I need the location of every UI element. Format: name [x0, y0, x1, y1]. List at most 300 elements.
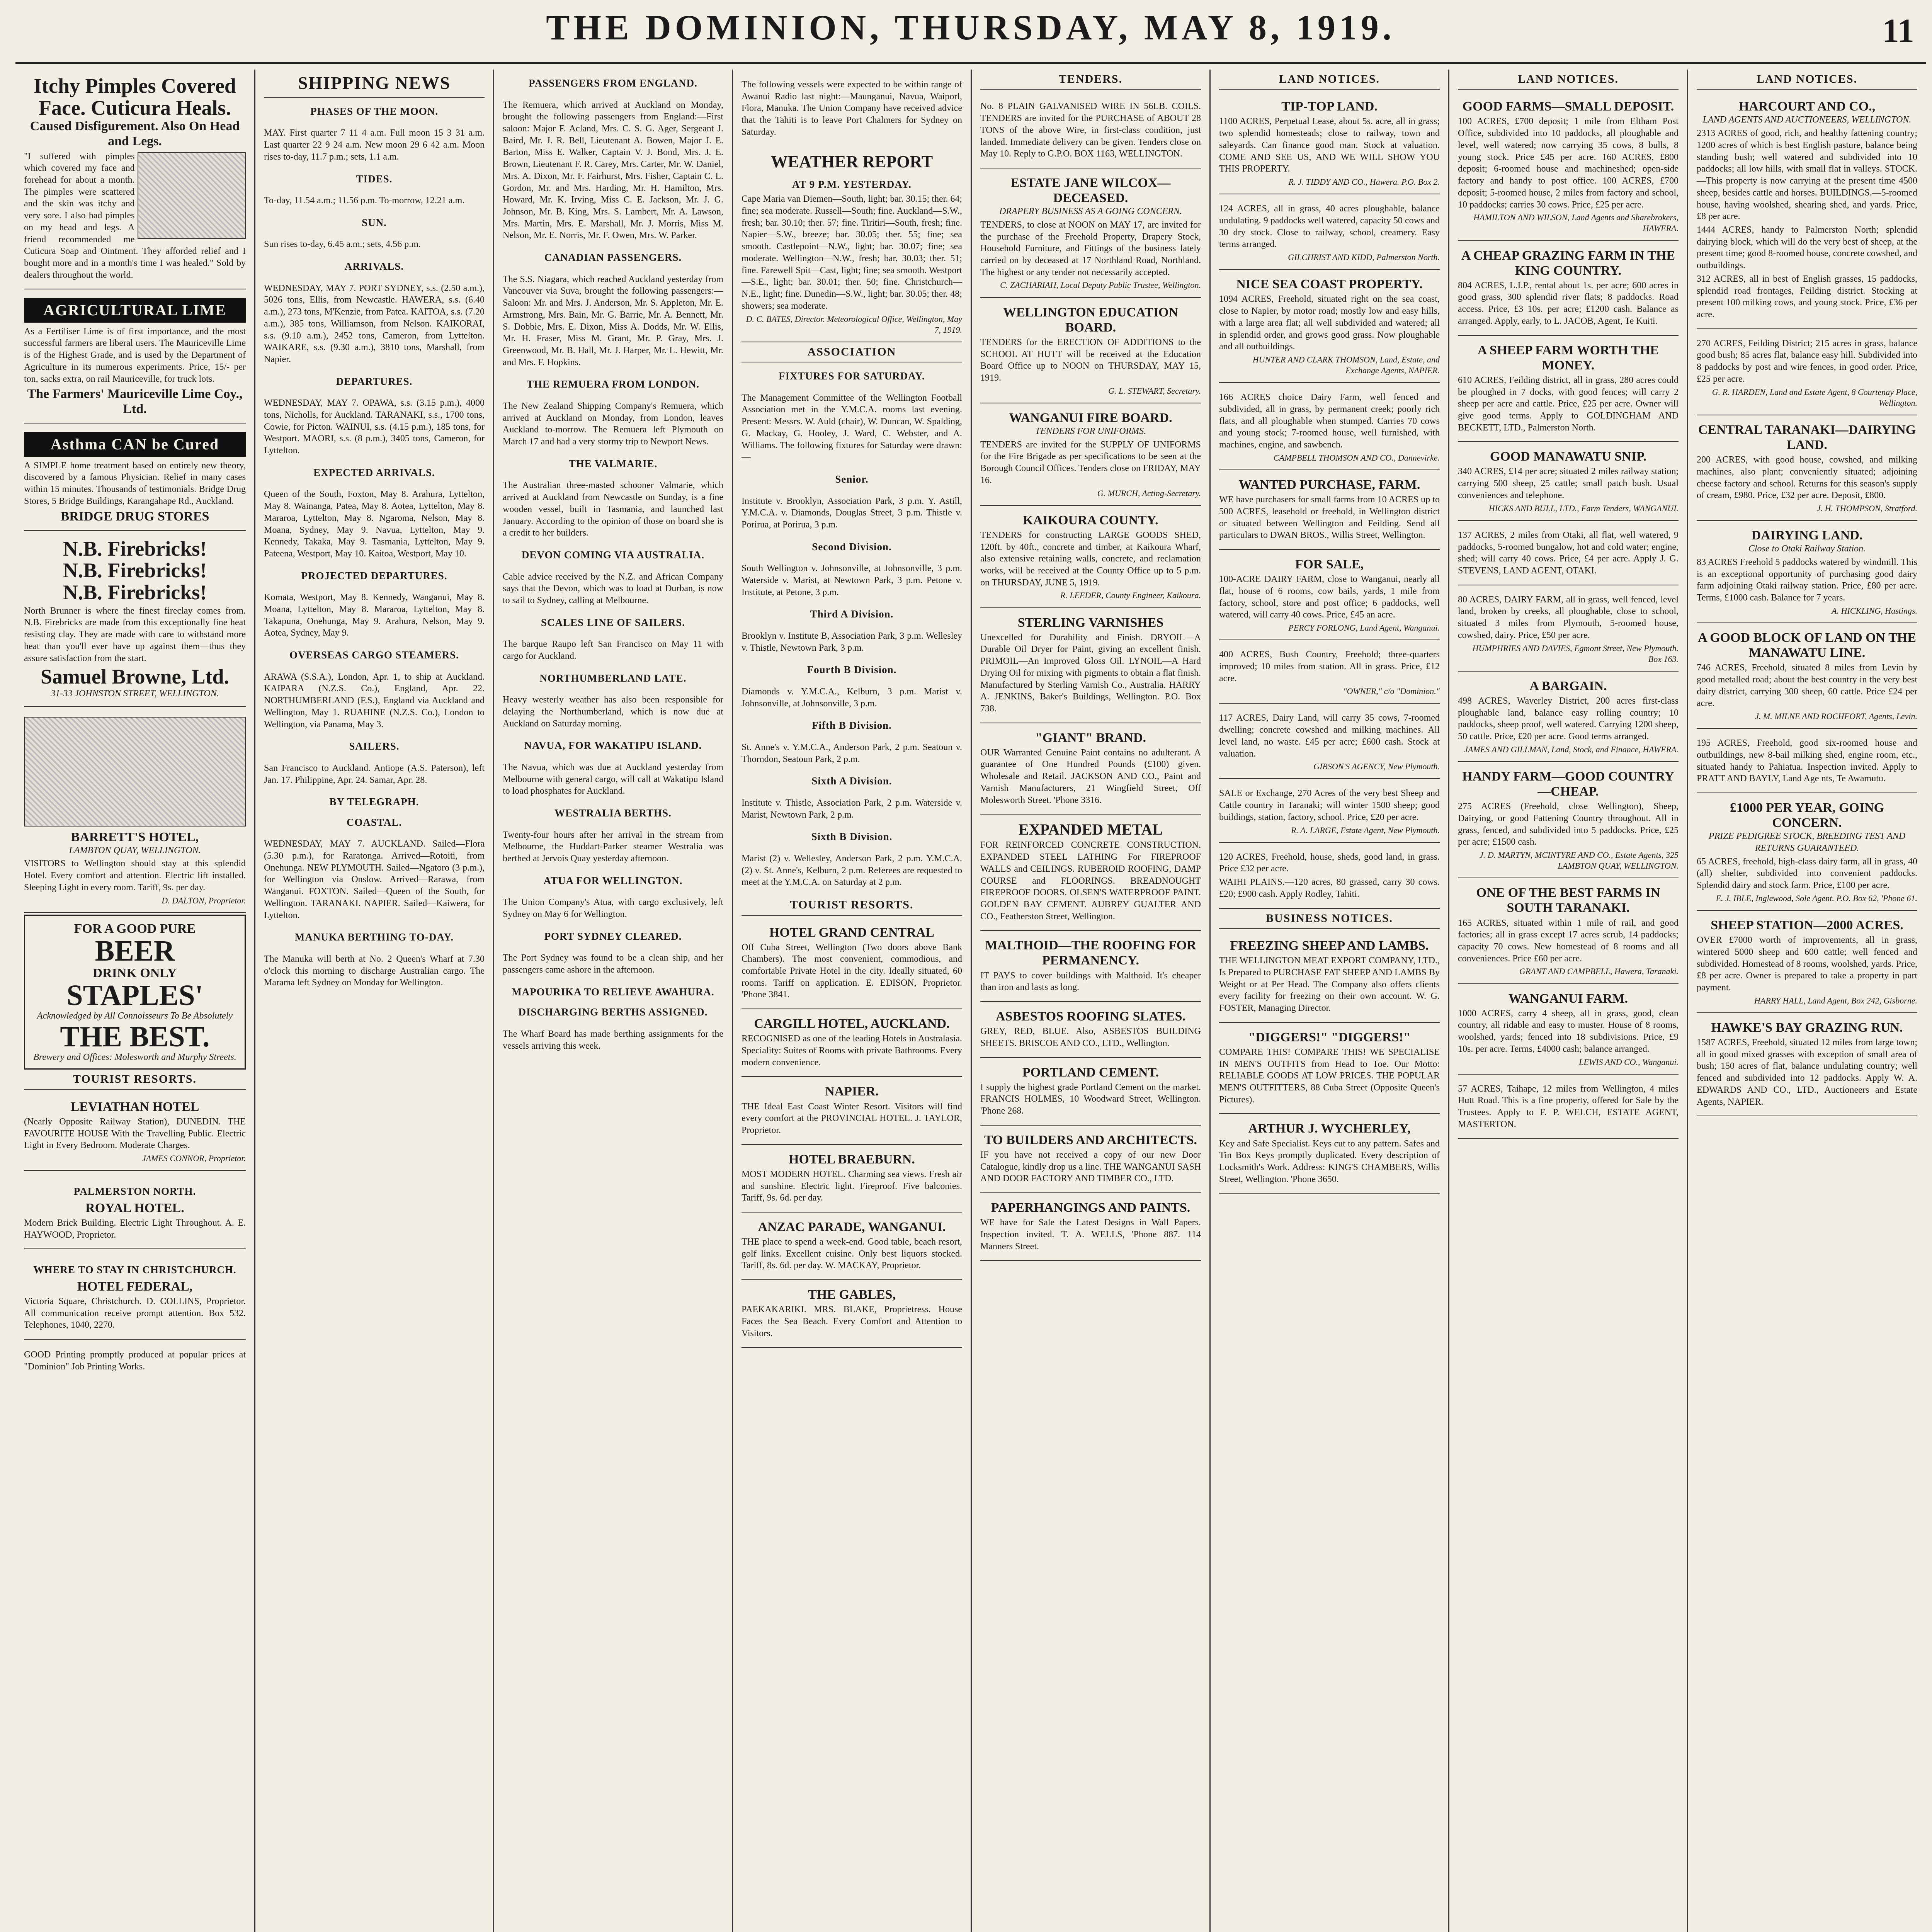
printing-notice: GOOD Printing promptly produced at popular prices at "Dominion" Job Printing Works. — [24, 1350, 246, 1372]
land-ad-166-acres — [1219, 384, 1440, 470]
sterling-varnishes-ad — [980, 610, 1201, 723]
going-concern-ad — [1697, 795, 1917, 911]
land-400-body: 400 ACRES, Bush Country, Freehold; three-quarters improved; 10 miles from station. All in grass. Price, £12 acre. — [1219, 650, 1440, 684]
fourth-division-body: Diamonds v. Y.M.C.A., Kelburn, 3 p.m. Marist v. Johnsonville, at Johnsonville, 3 p.m. — [742, 687, 962, 709]
discharging-body: The Wharf Board has made berthing assignments for the vessels arriving this week. — [503, 1029, 723, 1051]
asthma-heading: Asthma CAN be Cured — [24, 432, 246, 456]
good-farms-ad — [1458, 94, 1679, 241]
central-taranaki-heading: CENTRAL TARANAKI—DAIRYING LAND. — [1698, 422, 1916, 452]
portland-heading: PORTLAND CEMENT. — [1022, 1065, 1159, 1080]
scales-heading: SCALES LINE OF SAILERS. — [541, 616, 685, 628]
fifth-division-heading: Fifth B Division. — [812, 719, 892, 731]
barretts-hotel-name: BARRETT'S HOTEL, — [71, 830, 199, 844]
departures-body: WEDNESDAY, MAY 7. OPAWA, s.s. (3.15 p.m.), 4000 tons, Nicholls, for Auckland. TARANAKI, s.s., 1700 tons, Cowie, for Picton. WAINUI, s.s. (4.15 p.m.), 185 tons, for Westport. MAORI, s.s. (8 p.m.), 3405 tons, Cameron, for Lyttelton. — [264, 398, 485, 456]
manuka-body: The Manuka will berth at No. 2 Queen's Wharf at 7.30 o'clock this morning to discharge Australian cargo. The Marama left Sydney on Monday for Wellington. — [264, 954, 485, 988]
good-farms-body: 100 ACRES, £700 deposit; 1 mile from Eltham Post Office, subdivided into 10 paddocks, all ploughable and level, well watered; now carrying 35 cows, 8 bulls, 8 young stock. Price £45 per acre. 160 ACRES, £800 deposit; 6-roomed house and machineshed; open-side factory and handy to post office. 100 ACRES, £700 deposit; 5-roomed house, 2 miles from factory and school, 10 paddocks; carries 30 cows. Price, £25 per acre. — [1458, 116, 1679, 210]
paperhangings-body: WE have for Sale the Latest Designs in Wall Papers. Inspection invited. T. A. WELLS, 'Phone 887. 114 Manners Street. — [980, 1218, 1201, 1252]
fixtures-heading: FIXTURES FOR SATURDAY. — [779, 370, 925, 382]
freezing-ad — [1219, 933, 1440, 1023]
tender-kaikoura — [980, 507, 1201, 608]
freezing-heading: FREEZING SHEEP AND LAMBS. — [1230, 939, 1429, 953]
canadian-passengers-heading: CANADIAN PASSENGERS. — [544, 252, 682, 264]
dairy-80-ad — [1458, 587, 1679, 672]
south-taranaki-ad — [1458, 880, 1679, 984]
tourist-resorts-heading: TOURIST RESORTS. — [24, 1072, 246, 1090]
masthead — [15, 4, 1926, 64]
land-ad-wanted — [1219, 472, 1440, 550]
column-3 — [493, 70, 732, 1932]
sea-coast-body: 1094 ACRES, Freehold, situated right on the sea coast, close to Napier, by motor road; mostly low and easy hills, with a large area flat; all well subdivided and watered; all in splendid order, and grows good grass. Now ploughable and all outbuildings. — [1219, 294, 1440, 352]
sheep-farm-heading: A SHEEP FARM WORTH THE MONEY. — [1477, 343, 1659, 372]
portland-cement-ad — [980, 1060, 1201, 1126]
land-ad-tip-top — [1219, 94, 1440, 194]
exchange-signature: R. A. LARGE, Estate Agent, New Plymouth. — [1291, 825, 1440, 835]
malthoid-body: IT PAYS to cover buildings with Malthoid. It's cheaper than iron and lasts as long. — [980, 970, 1201, 993]
firebricks-heading-3: N.B. Firebricks! — [63, 580, 207, 604]
manawatu-snip-heading: GOOD MANAWATU SNIP. — [1490, 449, 1647, 464]
cargill-hotel-ad — [742, 1011, 962, 1077]
mapourika-heading: MAPOURIKA TO RELIEVE AWAHURA. — [512, 986, 714, 998]
wanted-heading: WANTED PURCHASE, FARM. — [1238, 478, 1420, 492]
fifth-division-body: St. Anne's v. Y.M.C.A., Anderson Park, 2 p.m. Seatoun v. Thorndon, Seatoun Park, 2 p.m. — [742, 742, 962, 764]
tides-heading: TIDES. — [356, 173, 393, 185]
column-2 — [254, 70, 493, 1932]
harcourt-heading: HARCOURT AND CO., — [1738, 99, 1876, 114]
arrivals-body: WEDNESDAY, MAY 7. PORT SYDNEY, s.s. (2.50 a.m.), 5026 tons, Ellis, from Newcastle. HAWERA, s.s. (6.40 a.m.), 273 tons, M'Kenzie, from Patea. KAITOA, s.s. (7.20 a.m.), 385 tons, Williamson, from Nelson. KAIKORAI, s.s. (9.10 a.m.), 2452 tons, Cameron, from Lyttelton. WAIKARE, s.s. (9.30 a.m.), 3810 tons, Marshall, from Napier. — [264, 283, 485, 364]
going-concern-heading: £1000 PER YEAR, GOING CONCERN. — [1730, 801, 1884, 830]
wanted-body: WE have purchasers for small farms from 10 ACRES up to 500 ACRES, leasehold or freehold, in Wellington district or situated between Wellington and Feilding. Send all particulars to DWAN BROS., Willis Street, Wellington. — [1219, 495, 1440, 541]
cuticura-heading: Itchy Pimples Covered Face. Cuticura Heals. — [34, 74, 236, 119]
projected-departures-body: Komata, Westport, May 8. Kennedy, Wanganui, May 8. Moana, Lyttelton, May 8. Mararoa, Lyttelton, May 8. Takapuna, Onehunga, May 9. Arahura, Nelson, May 9. Aotea, Sydney, May 9. — [264, 592, 485, 638]
barretts-hotel-ad — [24, 708, 246, 913]
sheep-station-body: OVER £7000 worth of improvements, all in grass, wintered 5000 sheep and 600 cattle; well fenced and subdivided. Homestead of 8 rooms, woolshed, yards. Price, £8 per acre. Owner is prepared to take a property in part payment. — [1697, 935, 1917, 993]
land-ad-100-acre-dairy — [1219, 551, 1440, 640]
sailers-heading: SAILERS. — [349, 740, 400, 752]
column-6 — [1209, 70, 1448, 1932]
northumberland-heading: NORTHUMBERLAND LATE. — [539, 672, 687, 684]
coastal-body: WEDNESDAY, MAY 7. AUCKLAND. Sailed—Flora (5.30 p.m.), for Raratonga. Arrived—Rotoiti, from Onehunga. NEW PLYMOUTH. Sailed—Ngatoro (3 p.m.), for Wellington via Onslow. Arrived—Rarawa, from Wanganui. FOXTON. Sailed—Queen of the South, for Wellington. TARANAKI. NAPIER. Sailed—Kaiwera, for Lyttelton. — [264, 839, 485, 920]
passengers-england-heading: PASSENGERS FROM ENGLAND. — [529, 77, 697, 89]
tourist-resorts-heading-2: TOURIST RESORTS. — [742, 898, 962, 915]
dairy-100-signature: PERCY FORLONG, Land Agent, Wanganui. — [1288, 622, 1440, 633]
overseas-cargo-body: ARAWA (S.S.A.), London, Apr. 1, to ship at Auckland. KAIPARA (N.Z.S. Co.), England, Apr. 22. NORTHUMBERLAND (F.S.), England via Auckland and Wellington, May 1. RUAHINE (N.Z.S. Co.), London to Wellington, via Panama, May 3. — [264, 672, 485, 730]
diggers-heading: "DIGGERS!" "DIGGERS!" — [1248, 1030, 1411, 1044]
sixth-a-division-heading: Sixth A Division. — [811, 775, 892, 787]
wanganui-farm-heading: WANGANUI FARM. — [1508, 991, 1628, 1006]
tender-education-body: TENDERS for the ERECTION OF ADDITIONS to the SCHOOL AT HUTT will be received at the Education Board Office up to NOON on THURSDAY, MAY 15, 1919. — [980, 337, 1201, 383]
going-concern-signature: E. J. IBLE, Inglewood, Sole Agent. P.O. Box 62, 'Phone 61. — [1716, 893, 1917, 903]
royal-hotel-name: ROYAL HOTEL. — [85, 1201, 184, 1215]
navua-heading: NAVUA, FOR WAKATIPU ISLAND. — [524, 740, 702, 752]
by-telegraph-heading: BY TELEGRAPH. — [329, 796, 419, 808]
tip-top-heading: TIP-TOP LAND. — [1281, 99, 1378, 114]
land-124-body: 124 ACRES, all in grass, 40 acres ploughable, balance undulating. 9 paddocks well watered, capacity 50 cows and 30 dry stock. Close to railway, school, creamery. Easy terms arranged. — [1219, 204, 1440, 250]
land-ad-sea-coast — [1219, 271, 1440, 383]
canadian-passengers-body: The S.S. Niagara, which reached Auckland yesterday from Vancouver via Suva, brought the following passengers:—Saloon: Mr. and Mrs. J. Anderson, Mr. S. Appleton, Mr. E. Armstrong, Mrs. Bain, Mr. G. Barrie, Mr. A. Bennett, Mr. S. Dobbie, Mrs. E. Dixon, Miss A. Dodds, Mr. W. Ellis, Mr. H. Fraser, Miss M. Grant, Mr. P. Gray, Mrs. J. Greenwood, Mr. B. Hall, Mr. J. Harper, Mr. L. Hewitt, Mr. and Mrs. F. Hopkins. — [503, 274, 723, 367]
land-117-body: 117 ACRES, Dairy Land, will carry 35 cows, 7-roomed dwelling; concrete cowshed and milking machines. All level land, no waste. £45 per acre; £600 cash. Stock at valuation. — [1219, 713, 1440, 759]
valmarie-body: The Australian three-masted schooner Valmarie, which arrived at Auckland from Newcastle on Sunday, is a fine wooden vessel, built in Tasmania, and launched last January. According to the opinion of those on board she is a credit to her builders. — [503, 480, 723, 538]
tenders-heading: TENDERS. — [980, 72, 1201, 90]
westralia-heading: WESTRALIA BERTHS. — [554, 807, 672, 819]
weather-signature: D. C. BATES, Director. Meteorological Office, Wellington, May 7, 1919. — [746, 314, 962, 335]
sheep-farm-body: 610 ACRES, Feilding district, all in grass, 280 acres could be ploughed in 7 docks, with good fences; will carry 2 sheep per acre and cattle. Price, £25 per acre. Owner will give good terms. Apply to GOLDINGHAM AND BECKETT, LTD., Palmerston North. — [1458, 375, 1679, 433]
otaki-137-ad — [1458, 522, 1679, 585]
south-taranaki-heading: ONE OF THE BEST FARMS IN SOUTH TARANAKI. — [1476, 886, 1660, 915]
column-5 — [971, 70, 1209, 1932]
land-ad-120-acres — [1219, 844, 1440, 909]
bridge-drug-stores-heading: BRIDGE DRUG STORES — [60, 509, 209, 524]
gables-name: THE GABLES, — [808, 1287, 896, 1302]
fourth-division-heading: Fourth B Division. — [807, 664, 897, 676]
tender-wilcox-body: TENDERS, to close at NOON on MAY 17, are invited for the purchase of the Freehold Property, Drapery Stock, Household Furniture, and Fittings of the business lately carried on by deceased at 17 Northland Road, Northland. The highest or any tender not necessarily accepted. — [980, 219, 1201, 277]
sailers-body: San Francisco to Auckland. Antiope (A.S. Paterson), left Jan. 17. Philippine, Apr. 24. Samar, Apr. 28. — [264, 763, 485, 785]
sheep-station-heading: SHEEP STATION—2000 ACRES. — [1711, 918, 1903, 932]
tender-kaikoura-body: TENDERS for constructing LARGE GOODS SHED, 120ft. by 40ft., concrete and timber, at Kaikoura Wharf, also extensive retaining walls, concrete, and reclamation works, will be received at the County Office up to 5 p.m. on THURSDAY, JUNE 5, 1919. — [980, 530, 1201, 588]
tender-kaikoura-heading: KAIKOURA COUNTY. — [1023, 513, 1158, 527]
tender-wire — [980, 94, 1201, 168]
napier-body: THE Ideal East Coast Winter Resort. Visitors will find every comfort at the PROVINCIAL HOTEL. J. TAYLOR, Proprietor. — [742, 1101, 962, 1135]
barretts-hotel-location: LAMBTON QUAY, WELLINGTON. — [69, 845, 201, 855]
anzac-parade-name: ANZAC PARADE, WANGANUI. — [758, 1219, 946, 1234]
anzac-parade-ad — [742, 1214, 962, 1280]
radio-vessels-body: The following vessels were expected to be within range of Awanui Radio last night:—Maunganui, Navua, Waiporl, Flora, Manuka. The Union Company have received advice that the Tahiti is to leave Port Chalmers for Sydney on Saturday. — [742, 80, 962, 137]
samuel-browne-address: 31-33 JOHNSTON STREET, WELLINGTON. — [51, 688, 219, 699]
port-sydney-body: The Port Sydney was found to be a clean ship, and her passengers came ashore in the afternoon. — [503, 953, 723, 975]
giant-brand-body: OUR Warranted Genuine Paint contains no adulterant. A guarantee of One Hundred Pounds (£100) given. Wholesale and Retail. JACKSON AND CO., Paint and Varnish Manufacturers, 21 Wingfield Street, Off Molesworth Street. 'Phone 3316. — [980, 747, 1201, 805]
handy-farm-body: 275 ACRES (Freehold, close Wellington), Sheep, Dairying, or good Fattening Country throughout. All in grass, fenced, and subdivided into 5 paddocks. Price, £25 per acre; £1500 cash. — [1458, 801, 1679, 847]
king-country-body: 804 ACRES, L.I.P., rental about 1s. per acre; 600 acres in good grass, 300 splendid river flats; 8 paddocks. Road access. Price, £3 10s. per acre; £1200 cash. Balance as arranged. Apply, early, to L. JACOB, Agent, Te Kuiti. — [1458, 280, 1679, 326]
manuka-heading: MANUKA BERTHING TO-DAY. — [294, 931, 454, 943]
hawkes-bay-ad — [1697, 1015, 1917, 1116]
valmarie-heading: THE VALMARIE. — [568, 457, 658, 469]
cuticura-body: "I suffered with pimples which covered my face and forehead for about a month. The pimples were scattered and the skin was itchy and very sore. I also had pimples on my head and legs. A friend recommended me Cuticura Soap and Ointment. They afforded relief and I bought more and in a month's time I was healed." Sold by dealers throughout the world. — [24, 151, 246, 280]
remuera-body: The New Zealand Shipping Company's Remuera, which arrived at Auckland on Monday, from London, leaves Auckland to-morrow. The Remuera left Plymouth on March 17 and had a very stormy trip to Newport News. — [503, 401, 723, 447]
manawatu-line-heading: A GOOD BLOCK OF LAND ON THE MANAWATU LINE. — [1698, 630, 1916, 660]
scales-body: The barque Raupo left San Francisco on May 11 with cargo for Auckland. — [503, 639, 723, 661]
dairying-land-ad — [1697, 522, 1917, 623]
cuticura-subheading: Caused Disfigurement. Also On Head and Legs. — [30, 119, 240, 149]
dairying-land-body: 83 ACRES Freehold 5 paddocks watered by windmill. This is an exceptional opportunity of purchasing good dairy farm adjoining Otaki railway station. Price, £80 per acre. Terms, £1000 cash. Balance for 7 years. — [1697, 557, 1917, 603]
tender-fire-board — [980, 405, 1201, 506]
land-ad-117-acres — [1219, 705, 1440, 779]
sterling-body: Unexcelled for Durability and Finish. DRYOIL—A Durable Oil Dryer for Paint, giving an excellent finish. PRIMOIL—An Improved Gloss Oil. LYNOIL—A Hard Drying Oil for mixing with pigments to obtain a flat finish. Manufactured by Sterling Varnish Co., Australia. HARRY A. JENKINS, Baker's Buildings, Wellington. P.O. Box 738. — [980, 632, 1201, 714]
expanded-metal-ad — [980, 816, 1201, 931]
arrivals-heading: ARRIVALS. — [344, 260, 404, 272]
sixth-a-division-body: Institute v. Thistle, Association Park, 2 p.m. Waterside v. Marist, Newtown Park, 2 p.m. — [742, 798, 962, 820]
association-heading: ASSOCIATION — [742, 345, 962, 362]
land-notices-heading-8: LAND NOTICES. — [1697, 72, 1917, 90]
barretts-hotel-body: VISITORS to Wellington should stay at this splendid Hotel. Every comfort and attention. Electric lift installed. Sleeping Light in every room. Tariff, 9s. per day. — [24, 859, 246, 893]
federal-hotel-ad — [24, 1251, 246, 1340]
land-124-signature: GILCHRIST AND KIDD, Palmerston North. — [1288, 252, 1440, 262]
harcourt-ad — [1697, 94, 1917, 329]
napier-hotel-ad — [742, 1078, 962, 1145]
dairy-100-heading: FOR SALE, — [1295, 557, 1364, 571]
firebricks-body: North Brunner is where the finest fireclay comes from. N.B. Firebricks are made from this exceptionally fine heat resisting clay. They are made with care to withstand more heat than you'll ever have up against them—thus they assure satisfaction from the start. — [24, 605, 246, 663]
leviathan-hotel-signature: JAMES CONNOR, Proprietor. — [142, 1153, 246, 1163]
builders-heading: TO BUILDERS AND ARCHITECTS. — [984, 1133, 1197, 1147]
otaki-137-body: 137 ACRES, 2 miles from Otaki, all flat, well watered, 9 paddocks, 5-roomed bungalow, hot and cold water; engine, shed; will carry 40 cows. Price, £4 per acre. Apply J. G. STEVENS, LAND AGENT, OTAKI. — [1458, 530, 1679, 576]
second-division-body: South Wellington v. Johnsonville, at Johnsonville, 3 p.m. Waterside v. Marist, at Newtown Park, 3 p.m. Petone v. Institute, at Petone, 3 p.m. — [742, 563, 962, 597]
king-country-heading: A CHEAP GRAZING FARM IN THE KING COUNTRY. — [1461, 248, 1675, 278]
cargill-hotel-body: RECOGNISED as one of the leading Hotels in Australasia. Speciality: Suites of Rooms with private Bathrooms. Every modern convenience. — [742, 1034, 962, 1068]
column-4 — [732, 70, 971, 1932]
braeburn-hotel-ad — [742, 1146, 962, 1213]
south-taranaki-signature: GRANT AND CAMPBELL, Hawera, Taranaki. — [1519, 966, 1679, 976]
business-notices-heading: BUSINESS NOTICES. — [1219, 911, 1440, 929]
column-grid — [15, 70, 1926, 1932]
wycherley-ad — [1219, 1116, 1440, 1194]
builders-body: IF you have not received a copy of our new Door Catalogue, kindly drop us a line. THE WANGANUI SASH AND DOOR FACTORY AND TIMBER CO., LTD. — [980, 1150, 1201, 1184]
handy-farm-signature: J. D. MARTYN, MCINTYRE AND CO., Estate Agents, 325 LAMBTON QUAY, WELLINGTON. — [1480, 850, 1679, 871]
agricultural-lime-ad — [24, 291, 246, 423]
weather-body: Cape Maria van Diemen—South, light; bar. 30.15; ther. 64; fine; sea moderate. Russell—South; fine. Auckland—S.W., fresh; bar. 30.10; ther. 57; fine. Tiritiri—South, fresh; fine. Napier—S.W., breeze; bar. 30.05; ther. 55; fine; sea smooth. Castlepoint—N.W., light; bar. 30.07; fine; sea moderate. Wellington—N.W., fresh; bar. 30.03; ther. 51; fine. Farewell Spit—Cast, light; fine; sea smooth. Westport—S.E., light; bar. 30.01; ther. 50; fine. Christchurch—N.E., light; fine. Dunedin—S.W., light; bar. 30.05; ther. 48; showers; sea moderate. — [742, 194, 962, 311]
dairy-80-signature: HUMPHRIES AND DAVIES, Egmont Street, New Plymouth. Box 163. — [1472, 643, 1679, 664]
palmerston-heading: PALMERSTON NORTH. — [73, 1185, 196, 1197]
tender-education-signature: G. L. STEWART, Secretary. — [1108, 386, 1201, 396]
port-sydney-heading: PORT SYDNEY CLEARED. — [544, 930, 682, 942]
tender-fire-board-sub: TENDERS FOR UNIFORMS. — [1035, 426, 1146, 436]
overseas-cargo-heading: OVERSEAS CARGO STEAMERS. — [289, 649, 459, 661]
wanganui-farm-body: 1000 ACRES, carry 4 sheep, all in grass, good, clean country, all ridable and easy to muster. House of 8 rooms, woolshed, yards; fenced into 18 subdivisions. Price, £9 10s. per acre. Terms, £4000 cash; balance arranged. — [1458, 1008, 1679, 1054]
napier-heading: NAPIER. — [825, 1084, 879, 1099]
tender-fire-board-signature: G. MURCH, Acting-Secretary. — [1097, 488, 1201, 498]
christchurch-heading: WHERE TO STAY IN CHRISTCHURCH. — [33, 1264, 236, 1276]
handy-farm-ad — [1458, 764, 1679, 878]
sea-coast-signature: HUNTER AND CLARK THOMSON, Land, Estate, and Exchange Agents, NAPIER. — [1252, 354, 1440, 376]
beer-word: BEER — [95, 934, 175, 967]
good-farms-signature: HAMILTON AND WILSON, Land Agents and Sharebrokers, HAWERA. — [1473, 213, 1679, 233]
cuticura-ad — [24, 70, 246, 289]
dairy-80-body: 80 ACRES, DAIRY FARM, all in grass, well fenced, level land, broken by creeks, all ploughable, close to school, situated 3 miles from Plymouth, 5-roomed house, cowshed, dairy. Price, £50 per acre. — [1458, 594, 1679, 640]
taihape-body: 57 ACRES, Taihape, 12 miles from Wellington, 4 miles Hutt Road. This is a fine property, offered for Sale by the Trustees. Apply to F. P. WELCH, ESTATE AGENT, MASTERTON. — [1458, 1083, 1679, 1129]
senior-heading: Senior. — [835, 473, 869, 485]
good-farms-heading: GOOD FARMS—SMALL DEPOSIT. — [1462, 99, 1674, 114]
handy-farm-heading: HANDY FARM—GOOD COUNTRY—CHEAP. — [1462, 769, 1674, 799]
royal-hotel-ad — [24, 1172, 246, 1249]
braeburn-body: MOST MODERN HOTEL. Charming sea views. Fresh air and sunshine. Electric light. Fireproof. Five balconies. Tariff, 9s. 6d. per day. — [742, 1169, 962, 1203]
grand-central-ad — [742, 920, 962, 1010]
phases-body: MAY. First quarter 7 11 4 a.m. Full moon 15 3 31 a.m. Last quarter 22 9 24 a.m. New moon 29 6 42 a.m. Moon rises to-day, 11.7 p.m.; sets, 1.1 a.m. — [264, 128, 485, 162]
paperhangings-ad — [980, 1195, 1201, 1261]
tides-body: To-day, 11.54 a.m.; 11.56 p.m. To-morrow, 12.21 a.m. — [264, 196, 465, 206]
central-taranaki-ad — [1697, 417, 1917, 521]
barretts-hotel-signature: D. DALTON, Proprietor. — [162, 895, 246, 905]
leviathan-hotel-ad — [24, 1094, 246, 1171]
sea-coast-heading: NICE SEA COAST PROPERTY. — [1236, 277, 1423, 292]
land-166-signature: CAMPBELL THOMSON AND CO., Dannevirke. — [1273, 452, 1440, 463]
beer-best: THE BEST. — [60, 1020, 210, 1053]
land-400-signature: "OWNER," c/o "Dominion." — [1343, 686, 1440, 696]
leviathan-hotel-name: LEVIATHAN HOTEL — [70, 1099, 199, 1114]
wycherley-heading: ARTHUR J. WYCHERLEY, — [1248, 1121, 1411, 1136]
bargain-signature: JAMES AND GILLMAN, Land, Stock, and Finance, HAWERA. — [1464, 744, 1679, 754]
projected-departures-heading: PROJECTED DEPARTURES. — [301, 570, 447, 582]
hotel-building-illustration — [24, 717, 246, 827]
royal-hotel-body: Modern Brick Building. Electric Light Throughout. A. E. HAYWOOD, Proprietor. — [24, 1218, 246, 1240]
departures-heading: DEPARTURES. — [336, 375, 413, 387]
feilding-270-body: 270 ACRES, Feilding District; 215 acres in grass, balance good bush; 85 acres flat, balance easy hill. Subdivided into 8 paddocks by post and wire fences, in good order. Price, £25 per acre. — [1697, 338, 1917, 384]
tender-wilcox-signature: C. ZACHARIAH, Local Deputy Public Trustee, Wellington. — [1000, 280, 1201, 290]
feilding-270-signature: G. R. HARDEN, Land and Estate Agent, 8 Courtenay Place, Wellington. — [1712, 387, 1917, 408]
staples-beer-ad — [24, 915, 246, 1070]
agricultural-lime-signature: The Farmers' Mauriceville Lime Coy., Ltd. — [27, 387, 243, 417]
expected-arrivals-heading: EXPECTED ARRIVALS. — [313, 466, 435, 478]
tip-top-signature: R. J. TIDDY AND CO., Hawera. P.O. Box 2. — [1288, 177, 1440, 187]
asthma-ad — [24, 425, 246, 531]
bargain-heading: A BARGAIN. — [1529, 679, 1607, 693]
bargain-body: 498 ACRES, Waverley District, 200 acres first-class ploughable land, balance easy rolling country; 10 paddocks, sheep proof, well watered. Carrying 1200 sheep, 50 cattle. Price, £20 per acre. Good terms arranged. — [1458, 696, 1679, 742]
weather-subheading: AT 9 P.M. YESTERDAY. — [792, 178, 912, 190]
sun-heading: SUN. — [362, 216, 387, 228]
land-117-signature: GIBSON'S AGENCY, New Plymouth. — [1313, 762, 1440, 772]
agricultural-lime-body: As a Fertiliser Lime is of first importance, and the most successful farmers are liberal users. The Mauriceville Lime is of the Highest Grade, and is used by the Department of Agriculture in its numerous experiments. Price, 15/- per ton, sacks extra, on rail Mauriceville, for truck lots. — [24, 326, 246, 384]
sun-body: Sun rises to-day, 6.45 a.m.; sets, 4.56 p.m. — [264, 239, 421, 250]
column-1 — [15, 70, 254, 1932]
phases-heading: PHASES OF THE MOON. — [310, 105, 439, 117]
beer-brand: STAPLES' — [66, 979, 203, 1012]
harcourt-1444-body: 1444 ACRES, handy to Palmerston North; splendid dairying block, which will do the very best of sheep, at the present time; good 8-roomed house, concrete cowshed, and outbuildings. — [1697, 224, 1917, 271]
pahiatua-195-body: 195 ACRES, Freehold, good six-roomed house and outbuildings, new 8-bail milking shed, engine room, etc., situated handy to Pahiatua. Inspection invited. Apply to PRATT AND BAYLY, Land Age nts, Te Awamutu. — [1697, 738, 1917, 784]
leviathan-hotel-body: (Nearly Opposite Railway Station), DUNEDIN. THE FAVOURITE HOUSE With the Travelling Public. Electric Light in Every Bedroom. Moderate Charges. — [24, 1116, 246, 1151]
cargill-hotel-name: CARGILL HOTEL, AUCKLAND. — [754, 1017, 950, 1031]
braeburn-name: HOTEL BRAEBURN. — [789, 1152, 915, 1167]
expected-arrivals-body: Queen of the South, Foxton, May 8. Arahura, Lyttelton, May 8. Wainanga, Patea, May 8. Aotea, Lyttelton, May 8. Mararoa, Lyttelton, May 8. Ngaroma, Nelson, May 8. Moana, Sydney, May 9. Navua, Lyttelton, May 9. Kennedy, Takaka, May 9. Tasmania, Lyttelton, May 9. Pateena, Westport, May 10. Kaitoa, Westport, May 10. — [264, 489, 485, 559]
westralia-body: Twenty-four hours after her arrival in the stream from Melbourne, the Huddart-Parker steamer Westralia was berthed at Jervois Quay yesterday afternoon. — [503, 830, 723, 864]
tender-wilcox — [980, 170, 1201, 298]
sixth-b-division-body: Marist (2) v. Wellesley, Anderson Park, 2 p.m. Y.M.C.A. (2) v. St. Anne's, Kelburn, 2 p.m. Referees are requested to meet at the Y.M.C.A. on Saturday at 2 p.m. — [742, 853, 962, 888]
hawkes-bay-heading: HAWKE'S BAY GRAZING RUN. — [1711, 1020, 1903, 1035]
malthoid-ad — [980, 932, 1201, 1002]
masthead-title: THE DOMINION, THURSDAY, MAY 8, 1919. — [546, 8, 1395, 47]
dairying-land-heading: DAIRYING LAND. — [1751, 528, 1863, 543]
going-concern-body: 65 ACRES, freehold, high-class dairy farm, all in grass, 40 (all) shelter, subdivided into convenient paddocks. Splendid dairy and stock farm. Price, £100 per acre. — [1697, 856, 1917, 891]
paperhangings-heading: PAPERHANGINGS AND PAINTS. — [991, 1201, 1190, 1215]
discharging-heading: DISCHARGING BERTHS ASSIGNED. — [518, 1006, 708, 1018]
bargain-ad — [1458, 673, 1679, 762]
land-notices-heading-6: LAND NOTICES. — [1219, 72, 1440, 90]
samuel-browne-heading: Samuel Browne, Ltd. — [40, 665, 230, 689]
third-division-body: Brooklyn v. Institute B, Association Park, 3 p.m. Wellesley v. Thistle, Newtown Park, 3 p.m. — [742, 631, 962, 653]
beer-drink-only: DRINK ONLY — [93, 966, 177, 980]
giant-brand-heading: "GIANT" BRAND. — [1035, 730, 1146, 745]
builders-ad — [980, 1127, 1201, 1193]
anzac-parade-body: THE place to spend a week-end. Good table, beach resort, golf links. Excellent cuisine. Only best liquors stocked. Tariff, 8s. 6d. per day. W. MACKAY, Proprietor. — [742, 1237, 962, 1271]
tender-wilcox-heading: ESTATE JANE WILCOX—DECEASED. — [1010, 175, 1171, 206]
navua-body: The Navua, which was due at Auckland yesterday from Melbourne with general cargo, will call at Wakatipu Island to load phosphates for Auckland. — [503, 762, 723, 796]
federal-hotel-body: Victoria Square, Christchurch. D. COLLINS, Proprietor. All communication receive prompt attention. Box 532. Telephones, 1040, 2270. — [24, 1296, 246, 1330]
feilding-270-ad — [1697, 331, 1917, 415]
land-166-body: 166 ACRES choice Dairy Farm, well fenced and subdivided, all in grass, by permanent creek; poorly rich flats, and all ploughable when stumped. Carries 70 cows and young stock; 7-roomed house, well furnished, with machines, engine, and sawbench. — [1219, 392, 1440, 450]
sterling-heading: STERLING VARNISHES — [1017, 615, 1164, 630]
cuticura-portrait-illustration — [138, 152, 246, 239]
king-country-ad — [1458, 243, 1679, 336]
manawatu-snip-signature: HICKS AND BULL, LTD., Farm Tenders, WANGANUI. — [1488, 503, 1679, 513]
gables-body: PAEKAKARIKI. MRS. BLAKE, Proprietress. House Faces the Sea Beach. Every Comfort and Attention to Visitors. — [742, 1304, 962, 1338]
wanganui-farm-ad — [1458, 986, 1679, 1075]
grand-central-body: Off Cuba Street, Wellington (Two doors above Bank Chambers). The most convenient, commodious, and comfortable Private Hotel in the city. Ideally situated, 60 rooms. Tariff on application. E. EDISON, Proprietor. 'Phone 3841. — [742, 942, 962, 1000]
tender-wilcox-sub: DRAPERY BUSINESS AS A GOING CONCERN. — [999, 206, 1182, 217]
dairying-land-sub: Close to Otaki Railway Station. — [1748, 544, 1866, 554]
land-notices-heading-7: LAND NOTICES. — [1458, 72, 1679, 90]
wanganui-farm-signature: LEWIS AND CO., Wanganui. — [1579, 1057, 1679, 1067]
hawkes-bay-body: 1587 ACRES, Freehold, situated 12 miles from large town; all in good mixed grasses with exception of small area of bush; 150 acres of flat, balance undulating country; well fenced and subdivided into 12 paddocks. Apply W. A. EDWARDS AND CO., LTD., Auctioneers and Estate Agents, NAPIER. — [1697, 1037, 1917, 1107]
asbestos-ad — [980, 1003, 1201, 1058]
firebricks-heading-1: N.B. Firebricks! — [63, 537, 207, 560]
central-taranaki-body: 200 ACRES, with good house, cowshed, and milking machines, also plant; conveniently situated; adjoining cheese factory and school. Returns for this season's supply of cream, £980. Price, £32 per acre. Deposit, £800. — [1697, 455, 1917, 501]
portland-body: I supply the highest grade Portland Cement on the market. FRANCIS HOLMES, 10 Woodward Street, Wellington. 'Phone 268. — [980, 1082, 1201, 1116]
column-8 — [1687, 70, 1926, 1932]
tender-education-heading: WELLINGTON EDUCATION BOARD. — [1003, 305, 1179, 335]
beer-top-line: FOR A GOOD PURE — [74, 921, 196, 936]
tender-fire-board-body: TENDERS are invited for the SUPPLY OF UNIFORMS for the Fire Brigade as per specifications to be seen at the Borough Council Offices. Tenders close on FRIDAY, MAY 16. — [980, 439, 1201, 485]
harcourt-312-body: 312 ACRES, all in best of English grasses, 15 paddocks, splendid road frontages, Feilding district. Stocking at present 100 milking cows, and young stock. Price, £36 per acre. — [1697, 274, 1917, 320]
grand-central-name: HOTEL GRAND CENTRAL — [769, 925, 934, 940]
tender-kaikoura-signature: R. LEEDER, County Engineer, Kaikoura. — [1060, 590, 1201, 600]
expanded-metal-heading: EXPANDED METAL — [1019, 821, 1163, 838]
harcourt-sub: LAND AGENTS AND AUCTIONEERS, WELLINGTON. — [1702, 115, 1912, 125]
sixth-b-division-heading: Sixth B Division. — [811, 831, 893, 843]
central-taranaki-signature: J. H. THOMPSON, Stratford. — [1816, 503, 1917, 513]
manawatu-snip-ad — [1458, 444, 1679, 520]
dairy-100-body: 100-ACRE DAIRY FARM, close to Wanganui, nearly all flat, house of 6 rooms, cow bails, yards, 1 mile from factory, school, store and post office; 6 paddocks, well watered, will carry 40 cows. Price, £45 an acre. — [1219, 574, 1440, 620]
diggers-body: COMPARE THIS! COMPARE THIS! WE SPECIALISE IN MEN'S OUTFITS from Head to Toe. Our Motto: RELIABLE GOODS AT LOW PRICES. THE POPULAR MEN'S OUTFITTERS, 88 Cuba Street (Opposite Queen's Pictures). — [1219, 1047, 1440, 1105]
asbestos-heading: ASBESTOS ROOFING SLATES. — [996, 1009, 1185, 1024]
coastal-heading: COASTAL. — [346, 816, 402, 828]
pahiatua-195-ad — [1697, 730, 1917, 793]
page-number: 11 — [1882, 12, 1914, 50]
atua-heading: ATUA FOR WELLINGTON. — [543, 874, 683, 886]
third-division-heading: Third A Division. — [810, 608, 894, 620]
sheep-station-signature: HARRY HALL, Land Agent, Box 242, Gisborne. — [1754, 995, 1917, 1005]
exchange-body: SALE or Exchange, 270 Acres of the very best Sheep and Cattle country in Taranaki; will winter 1500 sheep; good buildings, station, factory, school. Price, £20 per acre. — [1219, 788, 1440, 822]
dairying-land-signature: A. HICKLING, Hastings. — [1832, 605, 1917, 616]
northumberland-body: Heavy westerly weather has also been responsible for delaying the Northumberland, which is now due at Auckland on Saturday morning. — [503, 695, 723, 729]
firebricks-heading-2: N.B. Firebricks! — [63, 559, 207, 582]
fixtures-body: The Management Committee of the Wellington Football Association met in the Y.M.C.A. rooms last evening. Present: Messrs. W. Auld (chair), W. Duncan, W. Spalding, G. Mackay, G. Hooley, J. Ward, C. Webster, and A. Williams. The following fixtures for Saturday were drawn:— — [742, 393, 962, 463]
tender-wire-body: No. 8 PLAIN GALVANISED WIRE IN 56LB. COILS. TENDERS are invited for the PURCHASE of ABOUT 28 TONS of the above Wire, in first-class condition, just landed. Immediate delivery can be given. Tenders close on May 10. Reply to G.P.O. BOX 1163, WELLINGTON. — [980, 101, 1201, 159]
sheep-station-ad — [1697, 912, 1917, 1013]
column-7 — [1448, 70, 1687, 1932]
gables-ad — [742, 1282, 962, 1348]
passengers-england-body: The Remuera, which arrived at Auckland on Monday, brought the following passengers from England:—First saloon: Major F. Acland, Mrs. C. S. G. Ager, Sergeant J. Baird, Mr. J. R. Bell, Lieutenant A. Bowen, Major J. E. Barton, Miss E. Walker, Captain V. J. Bond, Mrs. J. E. Brown, Lieutenant F. R. Carey, Mrs. Carter, Mr. W. Daniel, Mrs. A. Dixon, Mr. F. Fairhurst, Mrs. Fisher, Captain C. L. Gordon, Mr. and Mrs. Harding, Mr. H. Hamilton, Mrs. Howard, Mr. K. Irving, Miss C. E. Jackson, Mr. J. G. Johnson, Mr. B. King, Mrs. S. Lambert, Mr. A. Lawson, Mrs. Martin, Mrs. E. Marshall, Mr. J. Morris, Miss M. Nelson, Mr. E. Norris, Mr. F. Owen, Mrs. W. Parker. — [503, 100, 723, 241]
weather-heading: WEATHER REPORT — [770, 152, 933, 171]
devon-heading: DEVON COMING VIA AUSTRALIA. — [521, 549, 705, 561]
expanded-metal-body: FOR REINFORCED CONCRETE CONSTRUCTION. EXPANDED STEEL LATHING For FIREPROOF WALLS and CEILINGS. RUBEROID ROOFING, DAMP COURSE and FLOORINGS. BREADNOUGHT FIREPROOF DOORS. OLSEN'S WATERPROOF PAINT. GOLDEN BAY CEMENT. AUBREY GUALTER AND CO., Featherston Street, Wellington. — [980, 840, 1201, 922]
sheep-farm-ad — [1458, 337, 1679, 442]
freezing-body: THE WELLINGTON MEAT EXPORT COMPANY, LTD., Is Prepared to PURCHASE FAT SHEEP AND LAMBS By Weight or at Per Head. The Company also offers clients every facility for freezing on their own account. W. G. FOSTER, Managing Director. — [1219, 956, 1440, 1013]
agricultural-lime-heading: AGRICULTURAL LIME — [24, 298, 246, 322]
diggers-ad — [1219, 1024, 1440, 1114]
beer-address: Brewery and Offices: Molesworth and Murphy Streets. — [33, 1052, 236, 1062]
manawatu-snip-body: 340 ACRES, £14 per acre; situated 2 miles railway station; carrying 500 sheep, 25 cattle; small patch bush. Usual conveniences and telephone. — [1458, 466, 1679, 500]
asthma-body: A SIMPLE home treatment based on entirely new theory, discovered by a famous Physician. Relief in many cases within 15 minutes. Thousands of testimonials. Bridge Drug Stores, 5 Bridge Buildings, Karangahape Rd., Auckland. — [24, 460, 246, 506]
harcourt-2313-body: 2313 ACRES of good, rich, and healthy fattening country; 1200 acres of which is best English pasture, balance being standing bush; well watered and subdivided into 10 paddocks; all low hills, with small flat in valleys. STOCK.—This property is now carrying at the present time 4500 sheep, besides cattle and horses. BUILDINGS.—5-roomed house, having woolshed, shearing shed, and yards. Price, £8 per acre. — [1697, 128, 1917, 222]
shipping-news-heading: SHIPPING NEWS — [264, 72, 485, 98]
wycherley-body: Key and Safe Specialist. Keys cut to any pattern. Safes and Tin Box Keys promptly duplicated. Every description of Locksmith's Work. Address: KING'S CHAMBERS, Willis Street, Wellington. 'Phone 3650. — [1219, 1138, 1440, 1184]
remuera-heading: THE REMUERA FROM LONDON. — [526, 378, 699, 390]
atua-body: The Union Company's Atua, with cargo exclusively, left Sydney on May 6 for Wellington. — [503, 897, 723, 920]
manawatu-line-body: 746 ACRES, Freehold, situated 8 miles from Levin by good metalled road; about the best country in the very best dairy district, carrying 300 sheep, 60 cattle. Price £24 per acre. — [1697, 663, 1917, 709]
south-taranaki-body: 165 ACRES, situated within 1 mile of rail, and good factories; all in grass except 17 acres scrub, 14 paddocks; capacity 70 cows. New homestead of 8 rooms and all conveniences. Price £60 per acre. — [1458, 918, 1679, 964]
taihape-ad — [1458, 1076, 1679, 1139]
devon-body: Cable advice received by the N.Z. and African Company says that the Devon, which was to load at Durban, is now to sail to Sydney, calling at Melbourne. — [503, 571, 723, 606]
senior-body: Institute v. Brooklyn, Association Park, 3 p.m. Y. Astill, Y.M.C.A. v. Diamonds, Douglas Street, 3 p.m. Thistle v. Porirua, at Porirua, 3 p.m. — [742, 496, 962, 530]
manawatu-line-ad — [1697, 625, 1917, 729]
land-ad-exchange — [1219, 781, 1440, 842]
firebricks-ad — [24, 532, 246, 707]
tender-fire-board-heading: WANGANUI FIRE BOARD. — [1009, 410, 1172, 425]
